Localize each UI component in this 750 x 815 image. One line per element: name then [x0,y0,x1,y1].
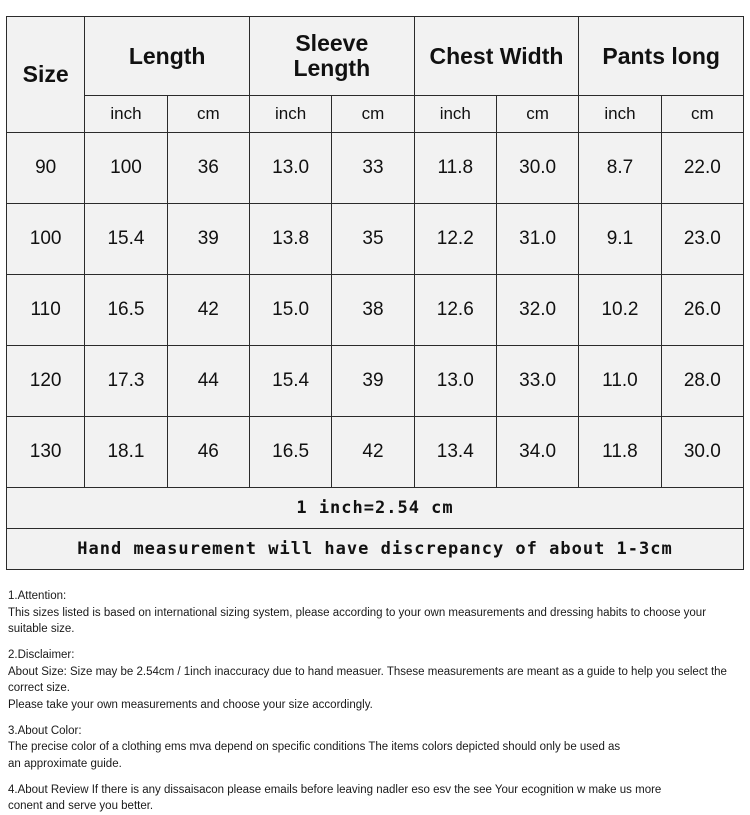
discrepancy-note: Hand measurement will have discrepancy of about 1-3cm [7,529,744,570]
cell-pants-inch: 11.8 [579,417,661,488]
cell-length-cm: 39 [167,204,249,275]
cell-length-inch: 15.4 [85,204,167,275]
table-row [7,204,744,275]
cell-chest-cm: 34.0 [496,417,578,488]
cell-chest-cm: 32.0 [496,275,578,346]
unit-pants-cm: cm [661,96,743,133]
attention-body: This sizes listed is based on international sizing system, please according to your own measurements and dressing habits to choose your suitable size. [8,606,710,636]
unit-pants-inch: inch [579,96,661,133]
note-attention [8,588,742,638]
cell-chest-inch: 13.0 [414,346,496,417]
review-body-2: conent and serve you better. [8,800,154,813]
table-footer-discrepancy-row [7,529,744,570]
cell-pants-inch: 9.1 [579,204,661,275]
cell-length-inch: 17.3 [85,346,167,417]
attention-title: 1.Attention: [8,590,67,602]
color-body-2: an approximate guide. [8,758,122,771]
cell-length-cm: 42 [167,275,249,346]
cell-pants-cm: 28.0 [661,346,743,417]
cell-sleeve-cm: 33 [332,133,414,204]
cell-size: 130 [7,417,85,488]
cell-pants-inch: 8.7 [579,133,661,204]
color-title: 3.About Color: [8,724,82,737]
cell-size: 120 [7,346,85,417]
cell-chest-inch: 13.4 [414,417,496,488]
disclaimer-body-2: Please take your own measurements and choose your size accordingly. [8,699,373,712]
cell-sleeve-inch: 15.4 [249,346,331,417]
notes-section [0,570,750,815]
color-body-1: The precise color of a clothing ems mva depend on specific conditions The items colors depicted should only be used as [8,741,621,754]
cell-length-inch: 100 [85,133,167,204]
table-row [7,133,744,204]
header-chest-width: Chest Width [414,17,579,96]
cell-sleeve-inch: 15.0 [249,275,331,346]
unit-length-inch: inch [85,96,167,133]
unit-sleeve-inch: inch [249,96,331,133]
table-header-main-row [7,17,744,96]
cell-chest-cm: 31.0 [496,204,578,275]
size-table [6,16,744,570]
cell-chest-inch: 12.2 [414,204,496,275]
table-footer-conversion-row [7,488,744,529]
cell-chest-cm: 30.0 [496,133,578,204]
header-pants-long: Pants long [579,17,744,96]
note-disclaimer [8,647,742,714]
cell-sleeve-inch: 13.8 [249,204,331,275]
header-length: Length [85,17,250,96]
header-size: Size [7,17,85,133]
note-review [8,782,742,815]
unit-sleeve-cm: cm [332,96,414,133]
cell-size: 90 [7,133,85,204]
cell-length-inch: 16.5 [85,275,167,346]
note-color [8,723,742,773]
disclaimer-body-1: About Size: Size may be 2.54cm / 1inch inaccuracy due to hand measuer. Thsese measurements are meant as a guide to help you select the correct size. [8,665,731,695]
disclaimer-title: 2.Disclaimer: [8,649,75,662]
unit-length-cm: cm [167,96,249,133]
unit-chest-inch: inch [414,96,496,133]
unit-chest-cm: cm [496,96,578,133]
cell-length-cm: 46 [167,417,249,488]
cell-pants-inch: 11.0 [579,346,661,417]
table-row [7,346,744,417]
cell-length-cm: 44 [167,346,249,417]
cell-sleeve-cm: 38 [332,275,414,346]
conversion-note: 1 inch=2.54 cm [7,488,744,529]
cell-chest-inch: 11.8 [414,133,496,204]
cell-size: 100 [7,204,85,275]
cell-pants-cm: 23.0 [661,204,743,275]
cell-pants-cm: 26.0 [661,275,743,346]
cell-sleeve-cm: 42 [332,417,414,488]
cell-sleeve-cm: 35 [332,204,414,275]
cell-sleeve-inch: 16.5 [249,417,331,488]
table-header-unit-row [7,96,744,133]
cell-length-inch: 18.1 [85,417,167,488]
cell-chest-cm: 33.0 [496,346,578,417]
review-body-1: 4.About Review If there is any dissaisacon please emails before leaving nadler eso esv the see Your ecognition w make us more [8,783,662,796]
table-row [7,275,744,346]
cell-sleeve-cm: 39 [332,346,414,417]
cell-pants-cm: 30.0 [661,417,743,488]
cell-pants-inch: 10.2 [579,275,661,346]
cell-length-cm: 36 [167,133,249,204]
table-row [7,417,744,488]
cell-pants-cm: 22.0 [661,133,743,204]
header-sleeve-length: Sleeve Length [249,17,414,96]
cell-size: 110 [7,275,85,346]
cell-sleeve-inch: 13.0 [249,133,331,204]
cell-chest-inch: 12.6 [414,275,496,346]
